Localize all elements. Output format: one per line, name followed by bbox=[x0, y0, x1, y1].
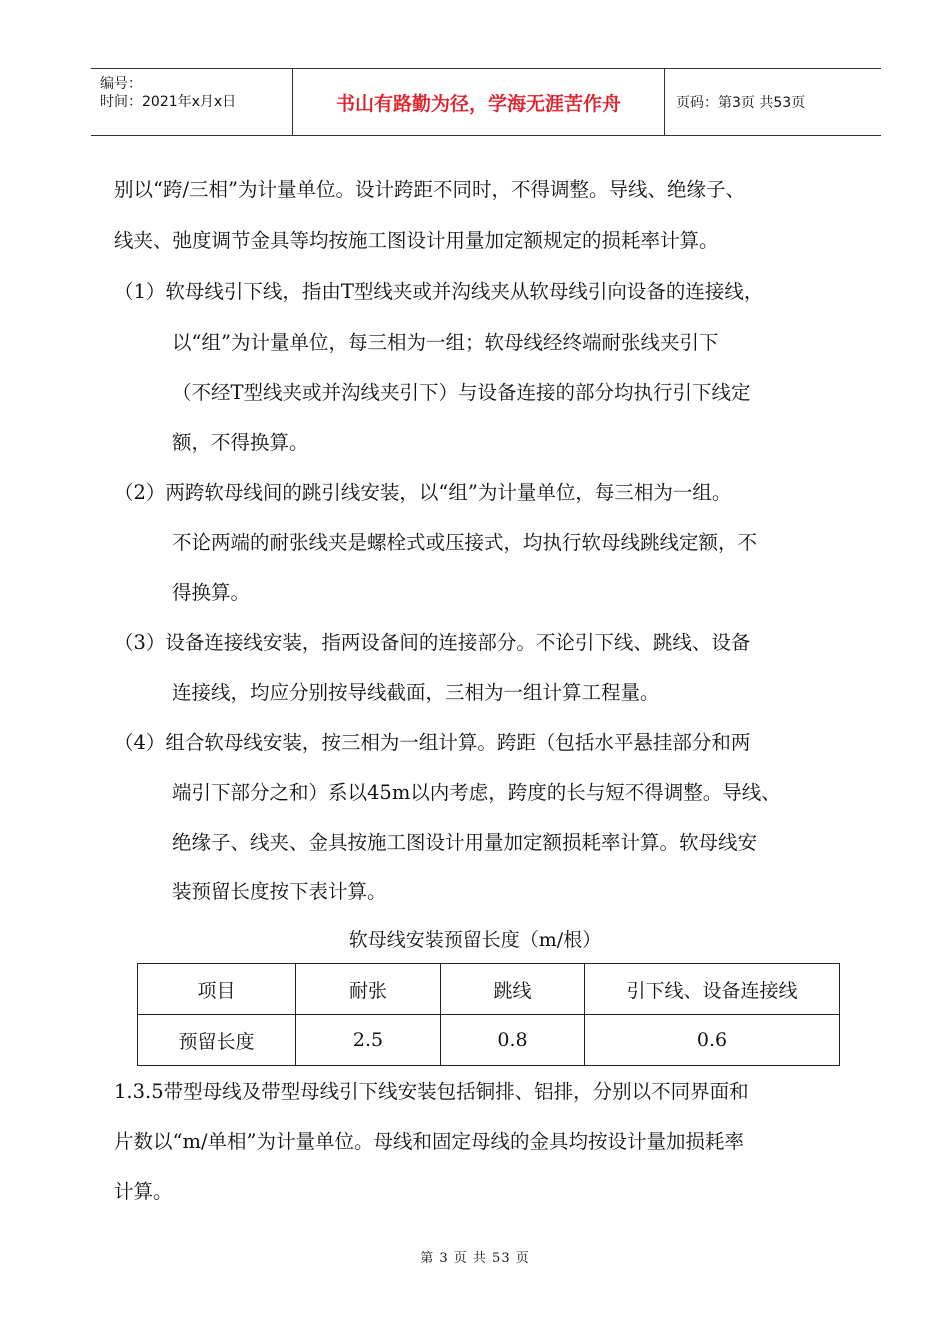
text-line: 不论两端的耐张线夹是螺栓式或压接式，均执行软母线跳线定额，不 bbox=[172, 531, 758, 554]
text-line: 装预留长度按下表计算。 bbox=[172, 880, 387, 903]
table-header-cell: 项目 bbox=[138, 964, 296, 1015]
text-line: 片数以“m/单相”为计量单位。母线和固定母线的金具均按设计量加损耗率 bbox=[114, 1130, 744, 1153]
text-line: 得换算。 bbox=[172, 581, 251, 604]
doc-time-label: 时间：2021年x月x日 bbox=[100, 94, 237, 110]
text-line: 以“组”为计量单位，每三相为一组；软母线经终端耐张线夹引下 bbox=[172, 331, 719, 354]
header-motto: 书山有路勤为径，学海无涯苦作舟 bbox=[293, 69, 665, 135]
table-cell: 0.6 bbox=[585, 1015, 840, 1066]
text-line: 绝缘子、线夹、金具按施工图设计用量加定额损耗率计算。软母线安 bbox=[172, 831, 758, 854]
table-header-cell: 耐张 bbox=[296, 964, 441, 1015]
doc-number-label: 编号： bbox=[100, 76, 142, 92]
text-line: 计算。 bbox=[114, 1180, 173, 1203]
text-line: 线夹、弛度调节金具等均按施工图设计用量加定额规定的损耗率计算。 bbox=[114, 229, 719, 252]
reserve-length-table bbox=[137, 963, 840, 1066]
table-row bbox=[138, 1015, 840, 1066]
list-item-3: （3）设备连接线安装，指两设备间的连接部分。不论引下线、跳线、设备 bbox=[114, 631, 751, 654]
table-header-row bbox=[138, 964, 840, 1015]
list-item-1: （1）软母线引下线，指由T型线夹或并沟线夹从软母线引向设备的连接线， bbox=[114, 280, 764, 303]
section-heading-line: 1.3.5带型母线及带型母线引下线安装包括铜排、铝排，分别以不同界面和 bbox=[114, 1080, 749, 1103]
text-line: 别以“跨/三相”为计量单位。设计跨距不同时，不得调整。导线、绝缘子、 bbox=[114, 178, 746, 201]
header-page-number: 页码：第3页 共53页 bbox=[676, 95, 806, 111]
page-footer: 第 3 页 共 53 页 bbox=[420, 1251, 530, 1266]
text-line: 额，不得换算。 bbox=[172, 431, 309, 454]
table-caption: 软母线安装预留长度（m/根） bbox=[348, 929, 602, 951]
header-meta bbox=[91, 69, 293, 135]
text-line: 连接线，均应分别按导线截面，三相为一组计算工程量。 bbox=[172, 681, 660, 704]
table-cell: 预留长度 bbox=[138, 1015, 296, 1066]
table-cell: 2.5 bbox=[296, 1015, 441, 1066]
text-line: 端引下部分之和）系以45m以内考虑，跨度的长与短不得调整。导线、 bbox=[172, 781, 781, 804]
text-line: （不经T型线夹或并沟线夹引下）与设备连接的部分均执行引下线定 bbox=[172, 381, 751, 404]
table-header-cell: 引下线、设备连接线 bbox=[585, 964, 840, 1015]
page-header bbox=[91, 68, 881, 136]
list-item-4: （4）组合软母线安装，按三相为一组计算。跨距（包括水平悬挂部分和两 bbox=[114, 731, 751, 754]
table-header-cell: 跳线 bbox=[441, 964, 585, 1015]
list-item-2: （2）两跨软母线间的跳引线安装，以“组”为计量单位，每三相为一组。 bbox=[114, 481, 732, 504]
table-cell: 0.8 bbox=[441, 1015, 585, 1066]
